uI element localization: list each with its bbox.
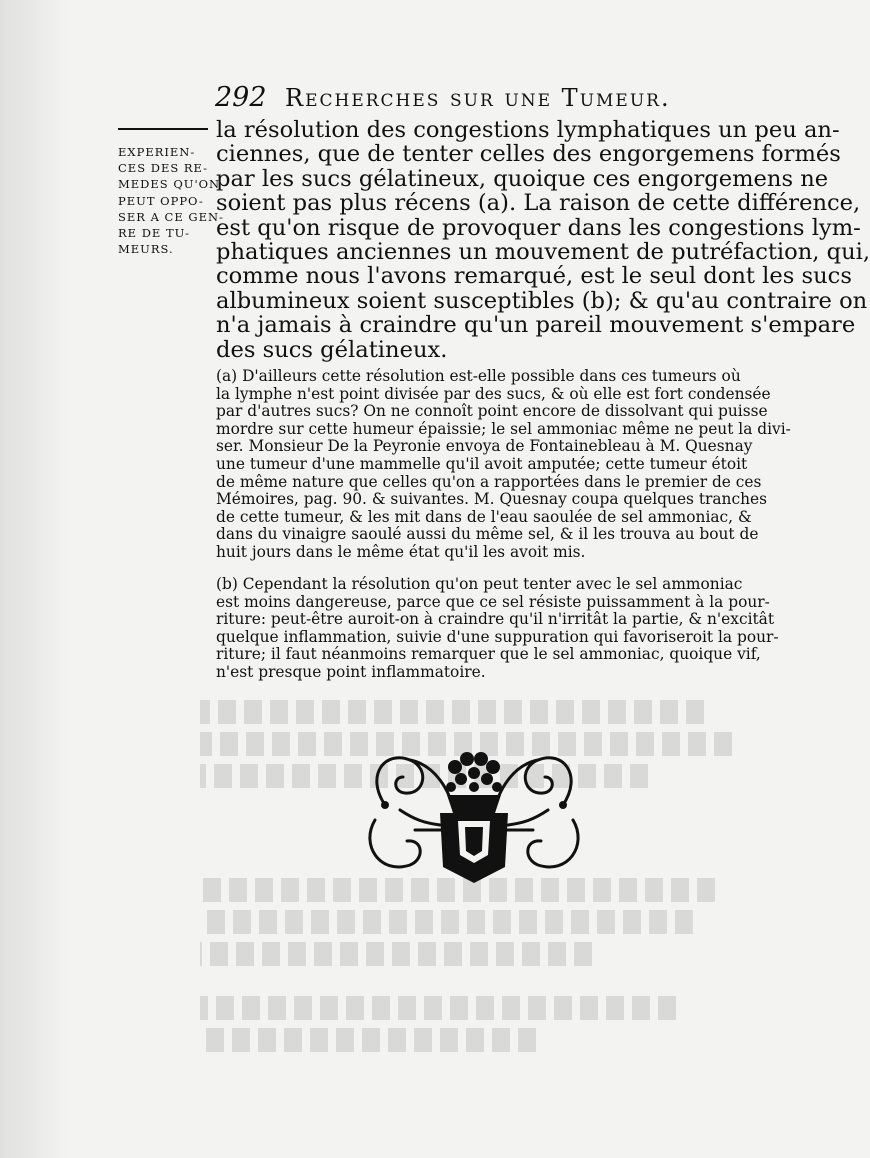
body-line: par les sucs gélatineux, quoique ces engorgemens ne [216, 165, 829, 192]
margin-note-line: MEURS. [118, 242, 174, 257]
footnote-line: de cette tumeur, & les mit dans de l'eau saoulée de sel ammoniac, & [216, 507, 752, 526]
margin-note [118, 144, 224, 257]
footnote-line: de même nature que celles qu'on a rapportées dans le premier de ces [216, 472, 762, 491]
footnote-line: est moins dangereuse, parce que ce sel résiste puissamment à la pour- [216, 592, 770, 611]
footnote-line: (b) Cependant la résolution qu'on peut tenter avec le sel ammoniac [216, 575, 743, 593]
footnote-line: n'est presque point inflammatoire. [216, 662, 486, 681]
footnote-line: dans du vinaigre saoulé aussi du même sel, & il les trouva au bout de [216, 525, 759, 544]
footnote-line: riture: peut-être auroit-on à craindre qu'il n'irritât la partie, & n'excitât [216, 610, 775, 629]
body-line: comme nous l'avons remarqué, est le seul dont les sucs [216, 263, 852, 290]
body-line: n'a jamais à craindre qu'un pareil mouvement s'empare [216, 312, 856, 339]
margin-rule [118, 128, 208, 130]
body-paragraph [216, 117, 870, 363]
footnote-line: une tumeur d'une mammelle qu'il avoit amputée; cette tumeur étoit [216, 454, 748, 473]
baroque-cul-de-lampe-icon [355, 735, 593, 885]
page-number: 292 [215, 82, 267, 113]
margin-note-line: RE DE TU- [118, 226, 191, 241]
body-line: soient pas plus récens (a). La raison de cette différence, [216, 190, 861, 217]
footnote-line: Mémoires, pag. 90. & suivantes. M. Quesnay coupa quelques tranches [216, 490, 768, 509]
footnote-b [216, 575, 779, 682]
footnote-line: par d'autres sucs? On ne connoît point encore de dissolvant qui puisse [216, 402, 768, 421]
margin-note-line: PEUT OPPO- [118, 193, 204, 208]
footnote-line: ser. Monsieur De la Peyronie envoya de Fontainebleau à M. Quesnay [216, 437, 753, 456]
footnote-line: quelque inflammation, suivie d'une suppuration qui favoriseroit la pour- [216, 627, 779, 646]
page-header [215, 82, 671, 116]
body-line: phatiques anciennes un mouvement de putréfaction, qui, [216, 239, 870, 266]
margin-note-line: EXPERIEN- [118, 145, 196, 159]
margin-note-line: MEDES QU'ON [118, 177, 221, 192]
margin-note-line: SER A CE GEN- [118, 209, 224, 224]
body-line: ciennes, que de tenter celles des engorgemens formés [216, 141, 841, 168]
body-line: albumineux soient susceptibles (b); & qu'au contraire on [216, 287, 868, 314]
body-line: la résolution des congestions lymphatiques un peu an- [216, 117, 840, 143]
footnote-a [216, 367, 791, 562]
footnote-line: riture; il faut néanmoins remarquer que le sel ammoniac, quoique vif, [216, 645, 761, 664]
footnote-line: la lymphe n'est point divisée par des sucs, & où elle est fort condensée [216, 384, 771, 403]
footnote-line: huit jours dans le même état qu'il les avoit mis. [216, 542, 586, 561]
page-edge-shadow [0, 0, 70, 1158]
body-line: des sucs gélatineux. [216, 336, 448, 363]
running-title: Recherches sur une Tumeur. [285, 84, 671, 112]
footnote-line: (a) D'ailleurs cette résolution est-elle possible dans ces tumeurs où [216, 367, 741, 385]
body-line: est qu'on risque de provoquer dans les congestions lym- [216, 214, 861, 241]
margin-note-line: CES DES RE- [118, 161, 209, 176]
footnote-line: mordre sur cette humeur épaissie; le sel ammoniac même ne peut la divi- [216, 419, 791, 438]
